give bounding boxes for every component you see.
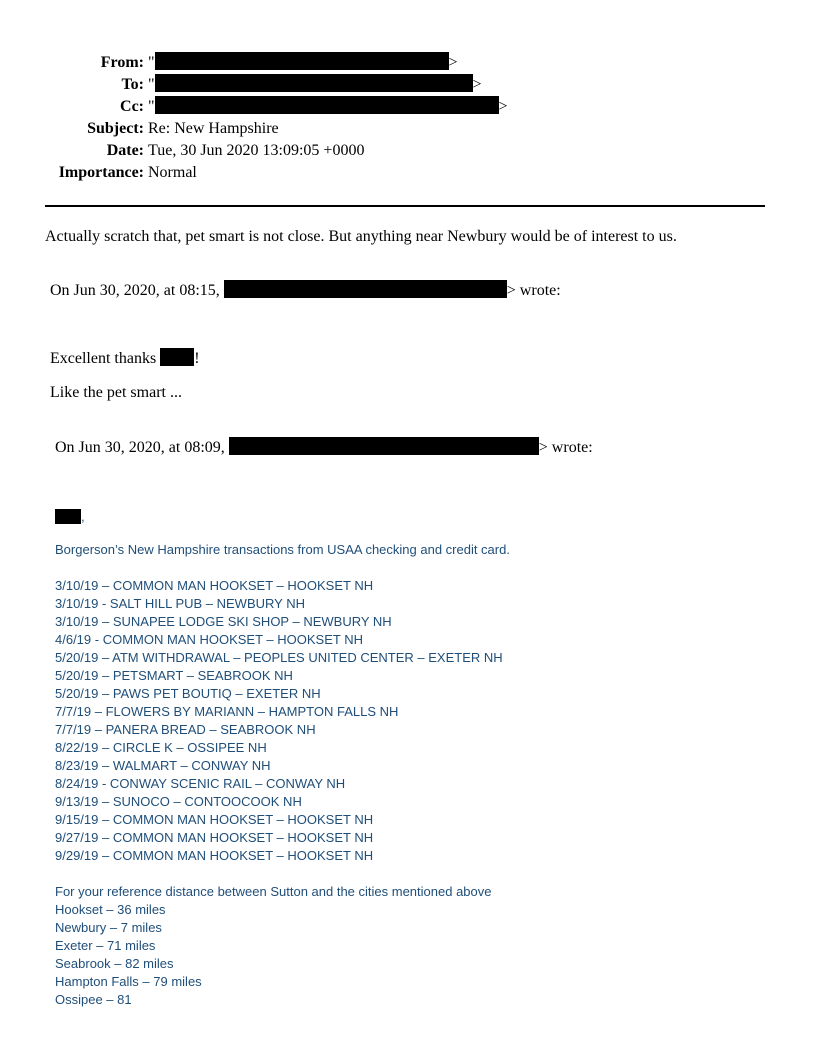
redaction-box — [155, 96, 499, 114]
quote-header-2 — [55, 437, 593, 457]
list-item: 3/10/19 - SALT HILL PUB – NEWBURY NH — [55, 596, 305, 611]
to-value — [148, 74, 482, 96]
list-item: Newbury – 7 miles — [55, 920, 162, 935]
to-bracket: > — [472, 76, 482, 93]
list-item: 9/29/19 – COMMON MAN HOOKSET – HOOKSET NH — [55, 848, 374, 863]
quote-wrote-1: > wrote: — [506, 282, 561, 299]
cc-label: Cc: — [120, 98, 144, 115]
quote-date-1: On Jun 30, 2020, at 08:15, — [50, 282, 220, 299]
list-item: Hampton Falls – 79 miles — [55, 974, 202, 989]
thanks-text: Excellent thanks — [50, 350, 157, 367]
transactions-intro: Borgerson’s New Hampshire transactions from USAA checking and credit card. — [55, 542, 510, 557]
redaction-box — [160, 348, 194, 366]
list-item: 9/27/19 – COMMON MAN HOOKSET – HOOKSET NH — [55, 830, 374, 845]
like-line: Like the pet smart ... — [50, 384, 182, 401]
header-divider — [45, 205, 765, 207]
thanks-exclaim: ! — [194, 350, 200, 367]
list-item: 4/6/19 - COMMON MAN HOOKSET – HOOKSET NH — [55, 632, 363, 647]
list-item: 3/10/19 – SUNAPEE LODGE SKI SHOP – NEWBURY NH — [55, 614, 392, 629]
date-value: Tue, 30 Jun 2020 13:09:05 +0000 — [148, 142, 365, 159]
quote-date-2: On Jun 30, 2020, at 08:09, — [55, 439, 225, 456]
from-value — [148, 52, 458, 74]
list-item: 7/7/19 – FLOWERS BY MARIANN – HAMPTON FALLS NH — [55, 704, 399, 719]
redaction-box — [224, 280, 507, 298]
from-bracket: > — [448, 54, 458, 71]
list-item: Ossipee – 81 — [55, 992, 132, 1007]
cc-quote: " — [148, 98, 155, 115]
thanks-line — [50, 348, 200, 368]
list-item: Seabrook – 82 miles — [55, 956, 174, 971]
to-label: To: — [121, 76, 144, 93]
subject-value: Re: New Hampshire — [148, 120, 279, 137]
cc-value — [148, 96, 508, 118]
list-item: 5/20/19 – PETSMART – SEABROOK NH — [55, 668, 293, 683]
importance-label: Importance: — [58, 164, 144, 181]
message-line: Actually scratch that, pet smart is not close. But anything near Newbury would be of interest to us. — [45, 228, 677, 245]
list-item: 5/20/19 – ATM WITHDRAWAL – PEOPLES UNITED CENTER – EXETER NH — [55, 650, 503, 665]
redaction-box — [155, 74, 473, 92]
distances-intro: For your reference distance between Sutton and the cities mentioned above — [55, 884, 492, 899]
quote-wrote-2: > wrote: — [538, 439, 593, 456]
list-item: 8/23/19 – WALMART – CONWAY NH — [55, 758, 271, 773]
greeting-comma: , — [81, 509, 85, 524]
subject-label: Subject: — [87, 120, 144, 137]
list-item: 8/24/19 - CONWAY SCENIC RAIL – CONWAY NH — [55, 776, 346, 791]
redaction-box — [229, 437, 539, 455]
from-label: From: — [100, 54, 144, 71]
cc-bracket: > — [498, 98, 508, 115]
list-item: 7/7/19 – PANERA BREAD – SEABROOK NH — [55, 722, 316, 737]
list-item: 3/10/19 – COMMON MAN HOOKSET – HOOKSET NH — [55, 578, 374, 593]
list-item: 9/13/19 – SUNOCO – CONTOOCOOK NH — [55, 794, 302, 809]
list-item: Hookset – 36 miles — [55, 902, 166, 917]
list-item: 8/22/19 – CIRCLE K – OSSIPEE NH — [55, 740, 267, 755]
date-label: Date: — [106, 142, 144, 159]
list-item: Exeter – 71 miles — [55, 938, 156, 953]
to-quote: " — [148, 76, 155, 93]
redaction-box — [155, 52, 449, 70]
list-item: 5/20/19 – PAWS PET BOUTIQ – EXETER NH — [55, 686, 321, 701]
importance-value: Normal — [148, 164, 197, 181]
redaction-box — [55, 509, 81, 524]
greeting-line — [55, 508, 85, 526]
quote-header-1 — [50, 280, 561, 300]
from-quote: " — [148, 54, 155, 71]
list-item: 9/15/19 – COMMON MAN HOOKSET – HOOKSET NH — [55, 812, 374, 827]
